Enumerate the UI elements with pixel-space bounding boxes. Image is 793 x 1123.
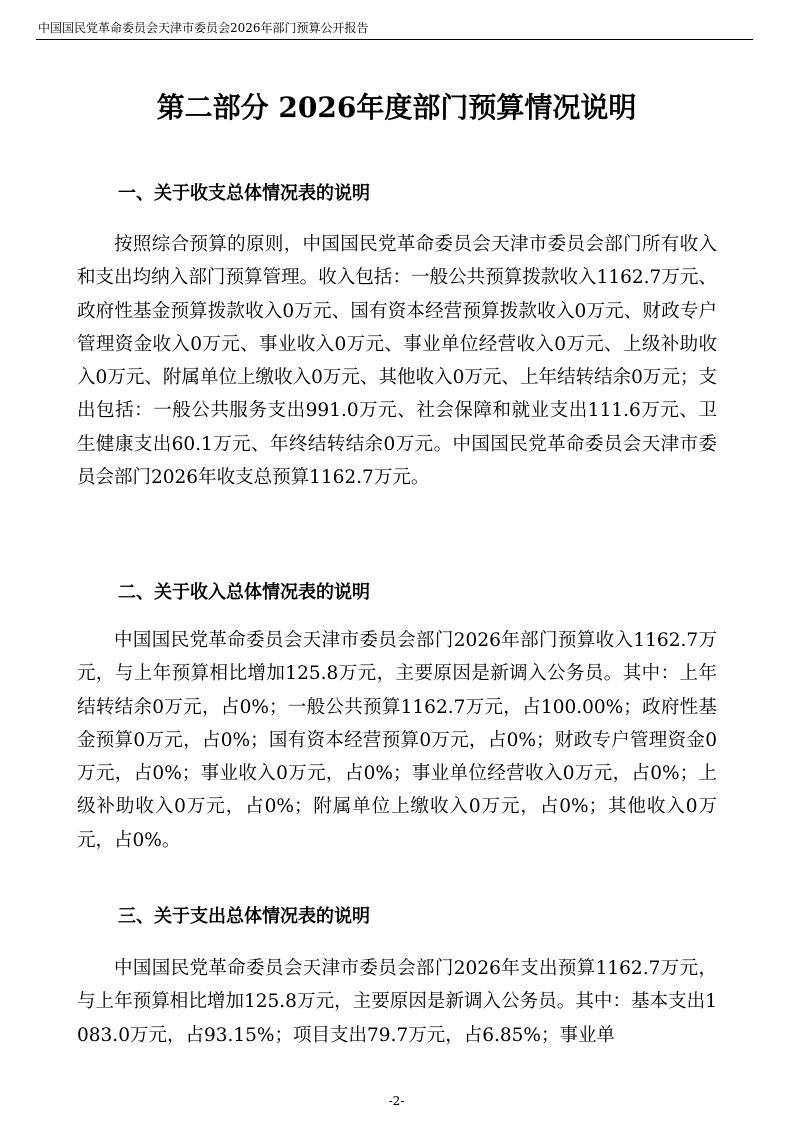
section-paragraph: 中国国民党革命委员会天津市委员会部门2026年部门预算收入1162.7万元，与上年预算相比增加125.8万元，主要原因是新调入公务员。其中：上年结转结余0万元，占0%；一般公共预算1162.7万元，占100.00%；政府性基金预算0万元，占0%；国有资本经营预算0万元，占0%；财政专户管理资金0万元，占0%；事业收入0万元，占0%；事业单位经营收入0万元，占0%；上级补助收入0万元，占0%；附属单位上缴收入0万元，占0%；其他收入0万元，占0%。 [77, 630, 717, 851]
section-heading: 二、关于收入总体情况表的说明 [118, 582, 370, 603]
section-heading: 一、关于收支总体情况表的说明 [118, 183, 370, 204]
page-number: -2- [388, 1094, 405, 1108]
section-paragraph: 按照综合预算的原则，中国国民党革命委员会天津市委员会部门所有收入和支出均纳入部门预算管理。收入包括：一般公共预算拨款收入1162.7万元、政府性基金预算拨款收入0万元、国有资本经营预算拨款收入0万元、财政专户管理资金收入0万元、事业收入0万元、事业单位经营收入0万元、上级补助收入0万元、附属单位上缴收入0万元、其他收入0万元、上年结转结余0万元；支出包括：一般公共服务支出991.0万元、社会保障和就业支出111.6万元、卫生健康支出60.1万元、年终结转结余0万元。中国国民党革命委员会天津市委员会部门2026年收支总预算1162.7万元。 [77, 234, 717, 489]
section-paragraph: 中国国民党革命委员会天津市委员会部门2026年支出预算1162.7万元，与上年预算相比增加125.8万元，主要原因是新调入公务员。其中：基本支出1083.0万元，占93.15%；项目支出79.7万元，占6.85%；事业单 [77, 958, 717, 1046]
header-divider [36, 39, 753, 40]
section-heading: 三、关于支出总体情况表的说明 [118, 906, 370, 927]
header-text: 中国国民党革命委员会天津市委员会2026年部门预算公开报告 [38, 21, 369, 35]
page-title: 第二部分 2026年度部门预算情况说明 [156, 91, 637, 124]
